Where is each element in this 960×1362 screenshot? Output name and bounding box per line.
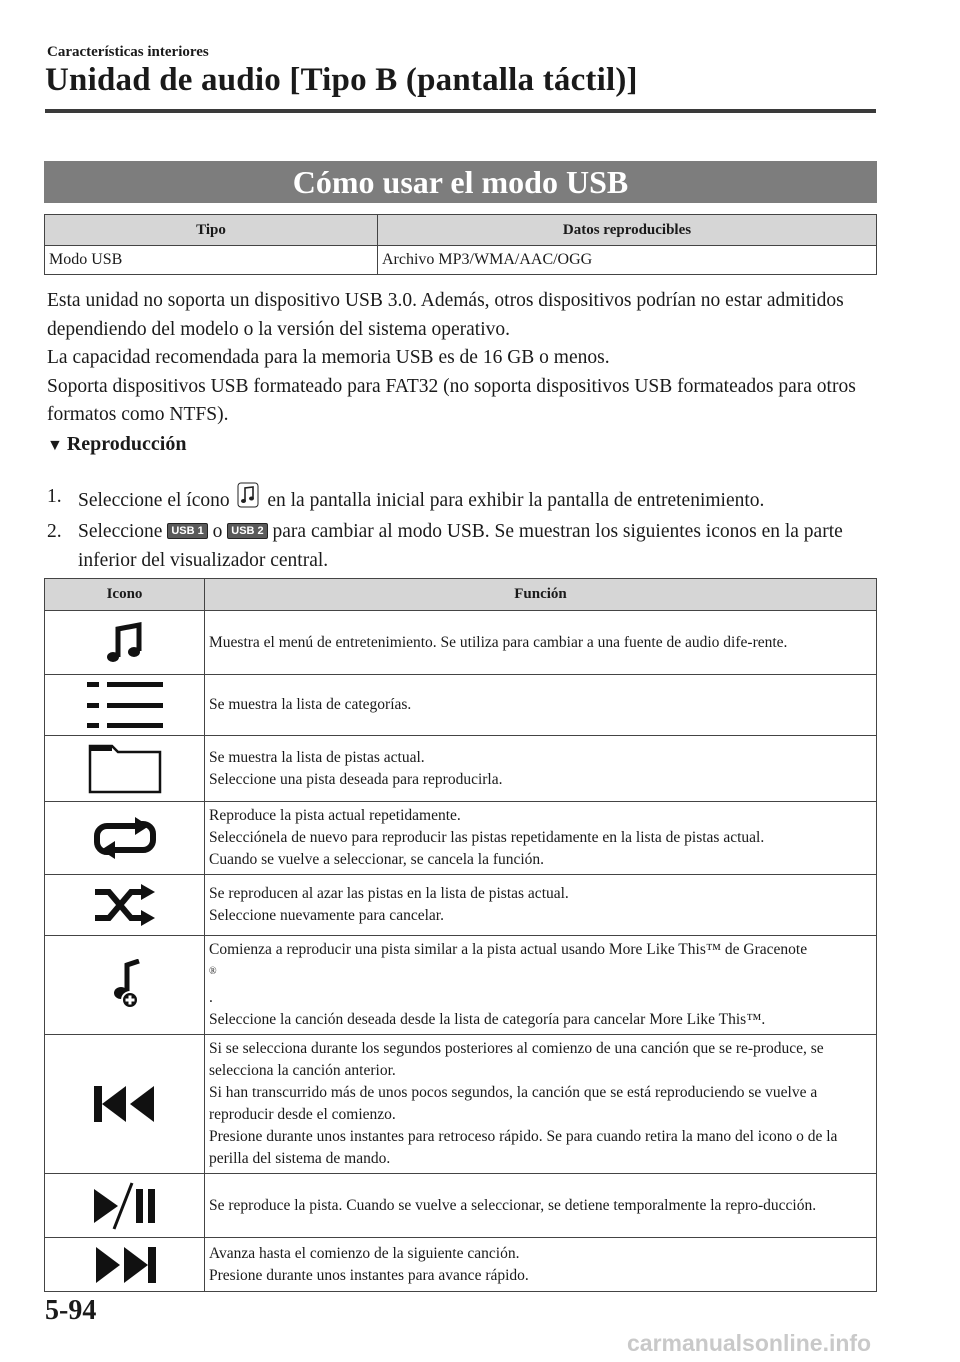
function-text: Se reproduce la pista. Cuando se vuelve a seleccionar, se detiene temporalmente la repro-ducción. <box>209 1196 817 1214</box>
icon-cell <box>45 1174 205 1238</box>
step-text-part: Seleccione el ícono <box>78 490 230 511</box>
table-row <box>45 936 877 1035</box>
icon-cell <box>45 936 205 1035</box>
column-header: Datos reproducibles <box>378 215 877 246</box>
icon-cell <box>45 611 205 675</box>
watermark-text: carmanualsonline.info <box>627 1330 872 1356</box>
table-row <box>45 675 877 736</box>
category-list-icon <box>85 679 165 731</box>
icon-cell <box>45 1035 205 1174</box>
function-cell <box>205 611 877 675</box>
table-row <box>45 611 877 675</box>
function-cell <box>205 1035 877 1174</box>
usb-type-table <box>44 214 877 275</box>
function-text: Seleccione nuevamente para cancelar. <box>209 907 444 924</box>
play-pause-icon <box>90 1181 160 1231</box>
function-text: Seleccione la canción deseada desde la lista de categoría para cancelar More Like This™. <box>209 1011 766 1029</box>
paragraph: La capacidad recomendada para la memoria USB es de 16 GB o menos. <box>47 347 610 368</box>
step-number: 1. <box>47 486 62 507</box>
function-text: Se muestra la lista de pistas actual. <box>209 748 425 766</box>
title-divider <box>45 109 876 113</box>
shuffle-icon <box>93 884 157 926</box>
icon-cell <box>45 675 205 736</box>
next-track-icon <box>92 1245 158 1285</box>
icon-cell <box>45 875 205 936</box>
table-row <box>45 246 877 275</box>
table-row <box>45 1174 877 1238</box>
table-header-row <box>45 579 877 611</box>
function-cell <box>205 802 877 875</box>
entertainment-icon <box>237 482 259 517</box>
function-cell <box>205 936 877 1035</box>
function-text: Se muestra la lista de categorías. <box>209 696 412 713</box>
function-cell <box>205 1174 877 1238</box>
function-text: Presione durante unos instantes para retroceso rápido. Se para cuando retira la mano del icono o de la perilla del sistema de mando. <box>209 1128 838 1168</box>
function-cell <box>205 1238 877 1292</box>
step-item <box>47 517 877 575</box>
usb1-badge: USB 1 <box>167 523 207 539</box>
function-cell <box>205 736 877 802</box>
usb2-badge: USB 2 <box>227 523 267 539</box>
function-text-part: . <box>209 989 213 1007</box>
icon-cell <box>45 1238 205 1292</box>
function-text: Se reproducen al azar las pistas en la lista de pistas actual. <box>209 885 569 902</box>
step-text <box>78 482 877 517</box>
subheading <box>47 433 186 456</box>
column-header: Tipo <box>45 215 378 246</box>
function-text: Reproduce la pista actual repetidamente. <box>209 807 461 824</box>
function-text: Si se selecciona durante los segundos posteriores al comienzo de una canción que se re-produce, se selecciona la canción anterior. <box>209 1040 824 1080</box>
step-text-part: o <box>212 521 223 542</box>
function-text: Muestra el menú de entretenimiento. Se utiliza para cambiar a una fuente de audio dife-rente. <box>209 633 788 651</box>
function-text <box>209 939 868 1009</box>
step-number: 2. <box>47 521 62 542</box>
function-text: Selecciónela de nuevo para reproducir las pistas repetidamente en la lista de pistas actual. <box>209 829 765 846</box>
page-number: 5-94 <box>45 1295 97 1326</box>
function-text: Avanza hasta el comienzo de la siguiente canción. <box>209 1244 520 1262</box>
function-text: Seleccione una pista deseada para reproducirla. <box>209 770 503 788</box>
page-title: Unidad de audio [Tipo B (pantalla táctil)] <box>45 62 638 98</box>
music-note-icon <box>103 621 147 665</box>
icon-cell <box>45 802 205 875</box>
step-item <box>47 482 877 517</box>
triangle-bullet-icon: ▼ <box>47 437 63 454</box>
subheading-text: Reproducción <box>66 433 187 455</box>
table-row <box>45 1238 877 1292</box>
function-text: Cuando se vuelve a seleccionar, se cancela la función. <box>209 851 545 868</box>
function-cell <box>205 675 877 736</box>
folder-icon <box>88 744 162 794</box>
function-text: Presione durante unos instantes para avance rápido. <box>209 1266 529 1284</box>
table-row <box>45 736 877 802</box>
steps-list <box>47 482 877 575</box>
function-text: Si han transcurrido más de unos pocos segundos, la canción que se está reproduciendo se vuelve a reproducir desde el comienzo. <box>209 1084 818 1124</box>
icon-function-table <box>44 578 877 1292</box>
table-cell: Archivo MP3/WMA/AAC/OGG <box>378 246 877 275</box>
function-cell <box>205 875 877 936</box>
icon-cell <box>45 736 205 802</box>
paragraph: Soporta dispositivos USB formateado para FAT32 (no soporta dispositivos USB formateados para otros formatos como NTFS). <box>47 375 856 425</box>
section-label: Características interiores <box>47 44 209 60</box>
paragraph: Esta unidad no soporta un dispositivo USB 3.0. Además, otros dispositivos podrían no estar admitidos dependiendo del modelo o la versión del sistema operativo. <box>47 290 844 340</box>
column-header: Icono <box>45 579 205 611</box>
more-like-this-icon <box>103 959 147 1011</box>
step-text-part: en la pantalla inicial para exhibir la pantalla de entretenimiento. <box>267 490 765 511</box>
repeat-icon <box>93 816 157 860</box>
table-row <box>45 802 877 875</box>
table-row <box>45 1035 877 1174</box>
step-text <box>78 517 877 575</box>
section-banner: Cómo usar el modo USB <box>44 161 877 203</box>
table-cell: Modo USB <box>45 246 378 275</box>
table-header-row <box>45 215 877 246</box>
column-header: Función <box>205 579 877 611</box>
intro-text <box>47 287 877 430</box>
registered-mark: ® <box>209 966 217 977</box>
step-text-part: para cambiar al modo USB. Se muestran los siguientes iconos en la parte inferior del visualizador central. <box>78 521 843 571</box>
previous-track-icon <box>92 1084 158 1124</box>
function-text-part: Comienza a reproducir una pista similar a la pista actual usando More Like This™ de Gracenote <box>209 941 808 958</box>
step-text-part: Seleccione <box>78 521 163 542</box>
table-row <box>45 875 877 936</box>
